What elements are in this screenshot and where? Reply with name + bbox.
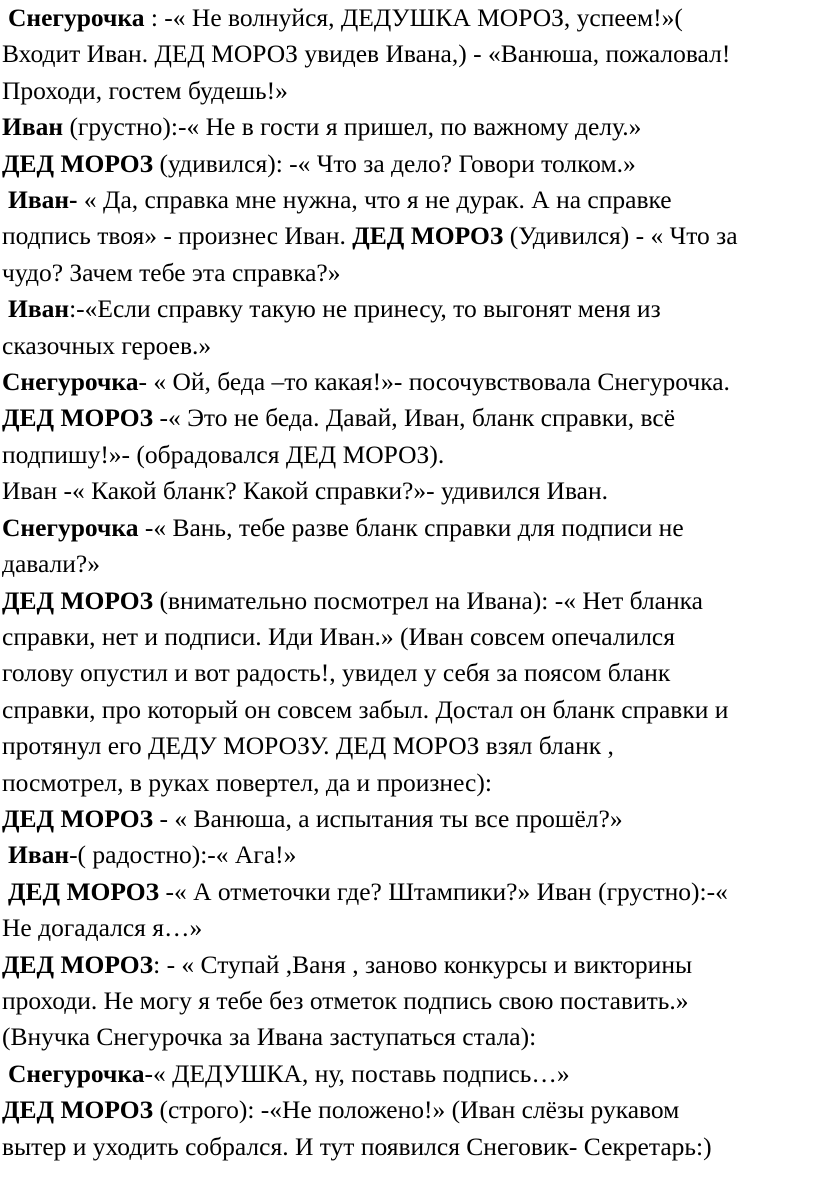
text-line <box>2 583 812 619</box>
speaker-name: ДЕД МОРОЗ <box>2 585 154 615</box>
text-line <box>2 473 812 509</box>
line-text: (удивился): -« Что за дело? Говори толком.» <box>153 148 636 178</box>
text-line <box>2 36 812 72</box>
text-line <box>2 1092 812 1128</box>
text-line <box>2 73 812 109</box>
text-line <box>2 728 812 764</box>
line-text: -« Это не беда. Давай, Иван, бланк справки, всё <box>153 403 676 433</box>
text-line <box>2 1019 812 1055</box>
speaker-name: ДЕД МОРОЗ <box>2 1095 154 1125</box>
line-text: -( радостно):-« Ага!» <box>69 840 297 870</box>
text-line <box>2 837 812 873</box>
line-text: чудо? Зачем тебе эта справка?» <box>2 257 341 287</box>
line-text: (Внучка Снегурочка за Ивана заступаться стала): <box>2 1022 537 1052</box>
text-line <box>2 692 812 728</box>
line-text: -« ДЕДУШКА, ну, поставь подпись…» <box>144 1058 570 1088</box>
text-line <box>2 546 812 582</box>
line-text: сказочных героев.» <box>2 330 212 360</box>
text-line <box>2 655 812 691</box>
text-line <box>2 1129 812 1165</box>
speaker-name: ДЕД МОРОЗ <box>8 876 160 906</box>
line-text: Проходи, гостем будешь!» <box>2 75 288 105</box>
speaker-name: Иван- <box>8 185 78 215</box>
line-text: (внимательно посмотрел на Ивана): -« Нет бланка <box>153 585 703 615</box>
line-text: протянул его ДЕДУ МОРОЗУ. ДЕД МОРОЗ взял бланк , <box>2 731 614 761</box>
line-text: справки, про который он совсем забыл. Достал он бланк справки и <box>2 694 729 724</box>
line-text: -« Вань, тебе разве бланк справки для подписи не <box>138 512 684 542</box>
line-text: « Да, справка мне нужна, что я не дурак. А на справке <box>77 185 672 215</box>
text-line <box>2 910 812 946</box>
text-line <box>2 874 812 910</box>
speaker-name: ДЕД МОРОЗ <box>2 949 154 979</box>
text-line <box>2 765 812 801</box>
speaker-name: Иван <box>8 294 70 324</box>
text-line <box>2 510 812 546</box>
text-line <box>2 801 812 837</box>
line-text: - « Ванюша, а испытания ты все прошёл?» <box>153 803 623 833</box>
line-text: Входит Иван. ДЕД МОРОЗ увидев Ивана,) - «Ванюша, пожаловал! <box>2 39 731 69</box>
line-text: голову опустил и вот радость!, увидел у себя за поясом бланк <box>2 658 671 688</box>
line-text: подпись твоя» - произнес Иван. <box>2 221 353 251</box>
line-text: давали?» <box>2 549 100 579</box>
text-line <box>2 328 812 364</box>
speaker-name: ДЕД МОРОЗ <box>2 803 154 833</box>
speaker-name: Снегурочка <box>8 3 145 32</box>
line-text: проходи. Не могу я тебе без отметок подпись свою поставить.» <box>2 985 689 1015</box>
text-line <box>2 146 812 182</box>
speaker-name: ДЕД МОРОЗ <box>2 403 154 433</box>
speaker-name: Снегурочка <box>8 1058 145 1088</box>
line-text: - « Ой, беда –то какая!»- посочувствовала Снегурочка. <box>138 367 730 397</box>
speaker-name: Снегурочка <box>2 512 139 542</box>
text-line <box>2 255 812 291</box>
line-text: (Удивился) - « Что за <box>503 221 738 251</box>
line-text: : - « Ступай ,Ваня , заново конкурсы и викторины <box>153 949 693 979</box>
line-text: (строго): -«Не положено!» (Иван слёзы рукавом <box>153 1095 680 1125</box>
speaker-name: Снегурочка <box>2 367 139 397</box>
speaker-name: ДЕД МОРОЗ <box>2 148 154 178</box>
line-text: : -« Не волнуйся, ДЕДУШКА МОРОЗ, успеем!»( <box>144 3 683 32</box>
text-line <box>2 400 812 436</box>
text-line <box>2 364 812 400</box>
text-line <box>2 218 812 254</box>
speaker-name: Иван <box>8 840 70 870</box>
line-text: подпишу!»- (обрадовался ДЕД МОРОЗ). <box>2 439 445 469</box>
line-text: (грустно):-« Не в гости я пришел, по важному делу.» <box>63 112 642 142</box>
text-line <box>2 1056 812 1092</box>
text-line <box>2 619 812 655</box>
line-text: :-«Если справку такую не принесу, то выгонят меня из <box>69 294 661 324</box>
speaker-name: ДЕД МОРОЗ <box>352 221 504 251</box>
line-text: посмотрел, в руках повертел, да и произнес): <box>2 767 492 797</box>
speaker-name: Иван <box>2 112 64 142</box>
text-line <box>2 291 812 327</box>
line-text: вытер и уходить собрался. И тут появился Снеговик- Секретарь:) <box>2 1131 712 1161</box>
text-line <box>2 437 812 473</box>
text-line <box>2 983 812 1019</box>
text-line <box>2 182 812 218</box>
text-line <box>2 109 812 145</box>
line-text: Не догадался я…» <box>2 913 203 943</box>
line-text: Иван -« Какой бланк? Какой справки?»- удивился Иван. <box>2 476 608 506</box>
text-line <box>2 0 812 36</box>
text-line <box>2 947 812 983</box>
line-text: справки, нет и подписи. Иди Иван.» (Иван совсем опечалился <box>2 621 675 651</box>
line-text: -« А отметочки где? Штампики?» Иван (грустно):-« <box>159 876 728 906</box>
